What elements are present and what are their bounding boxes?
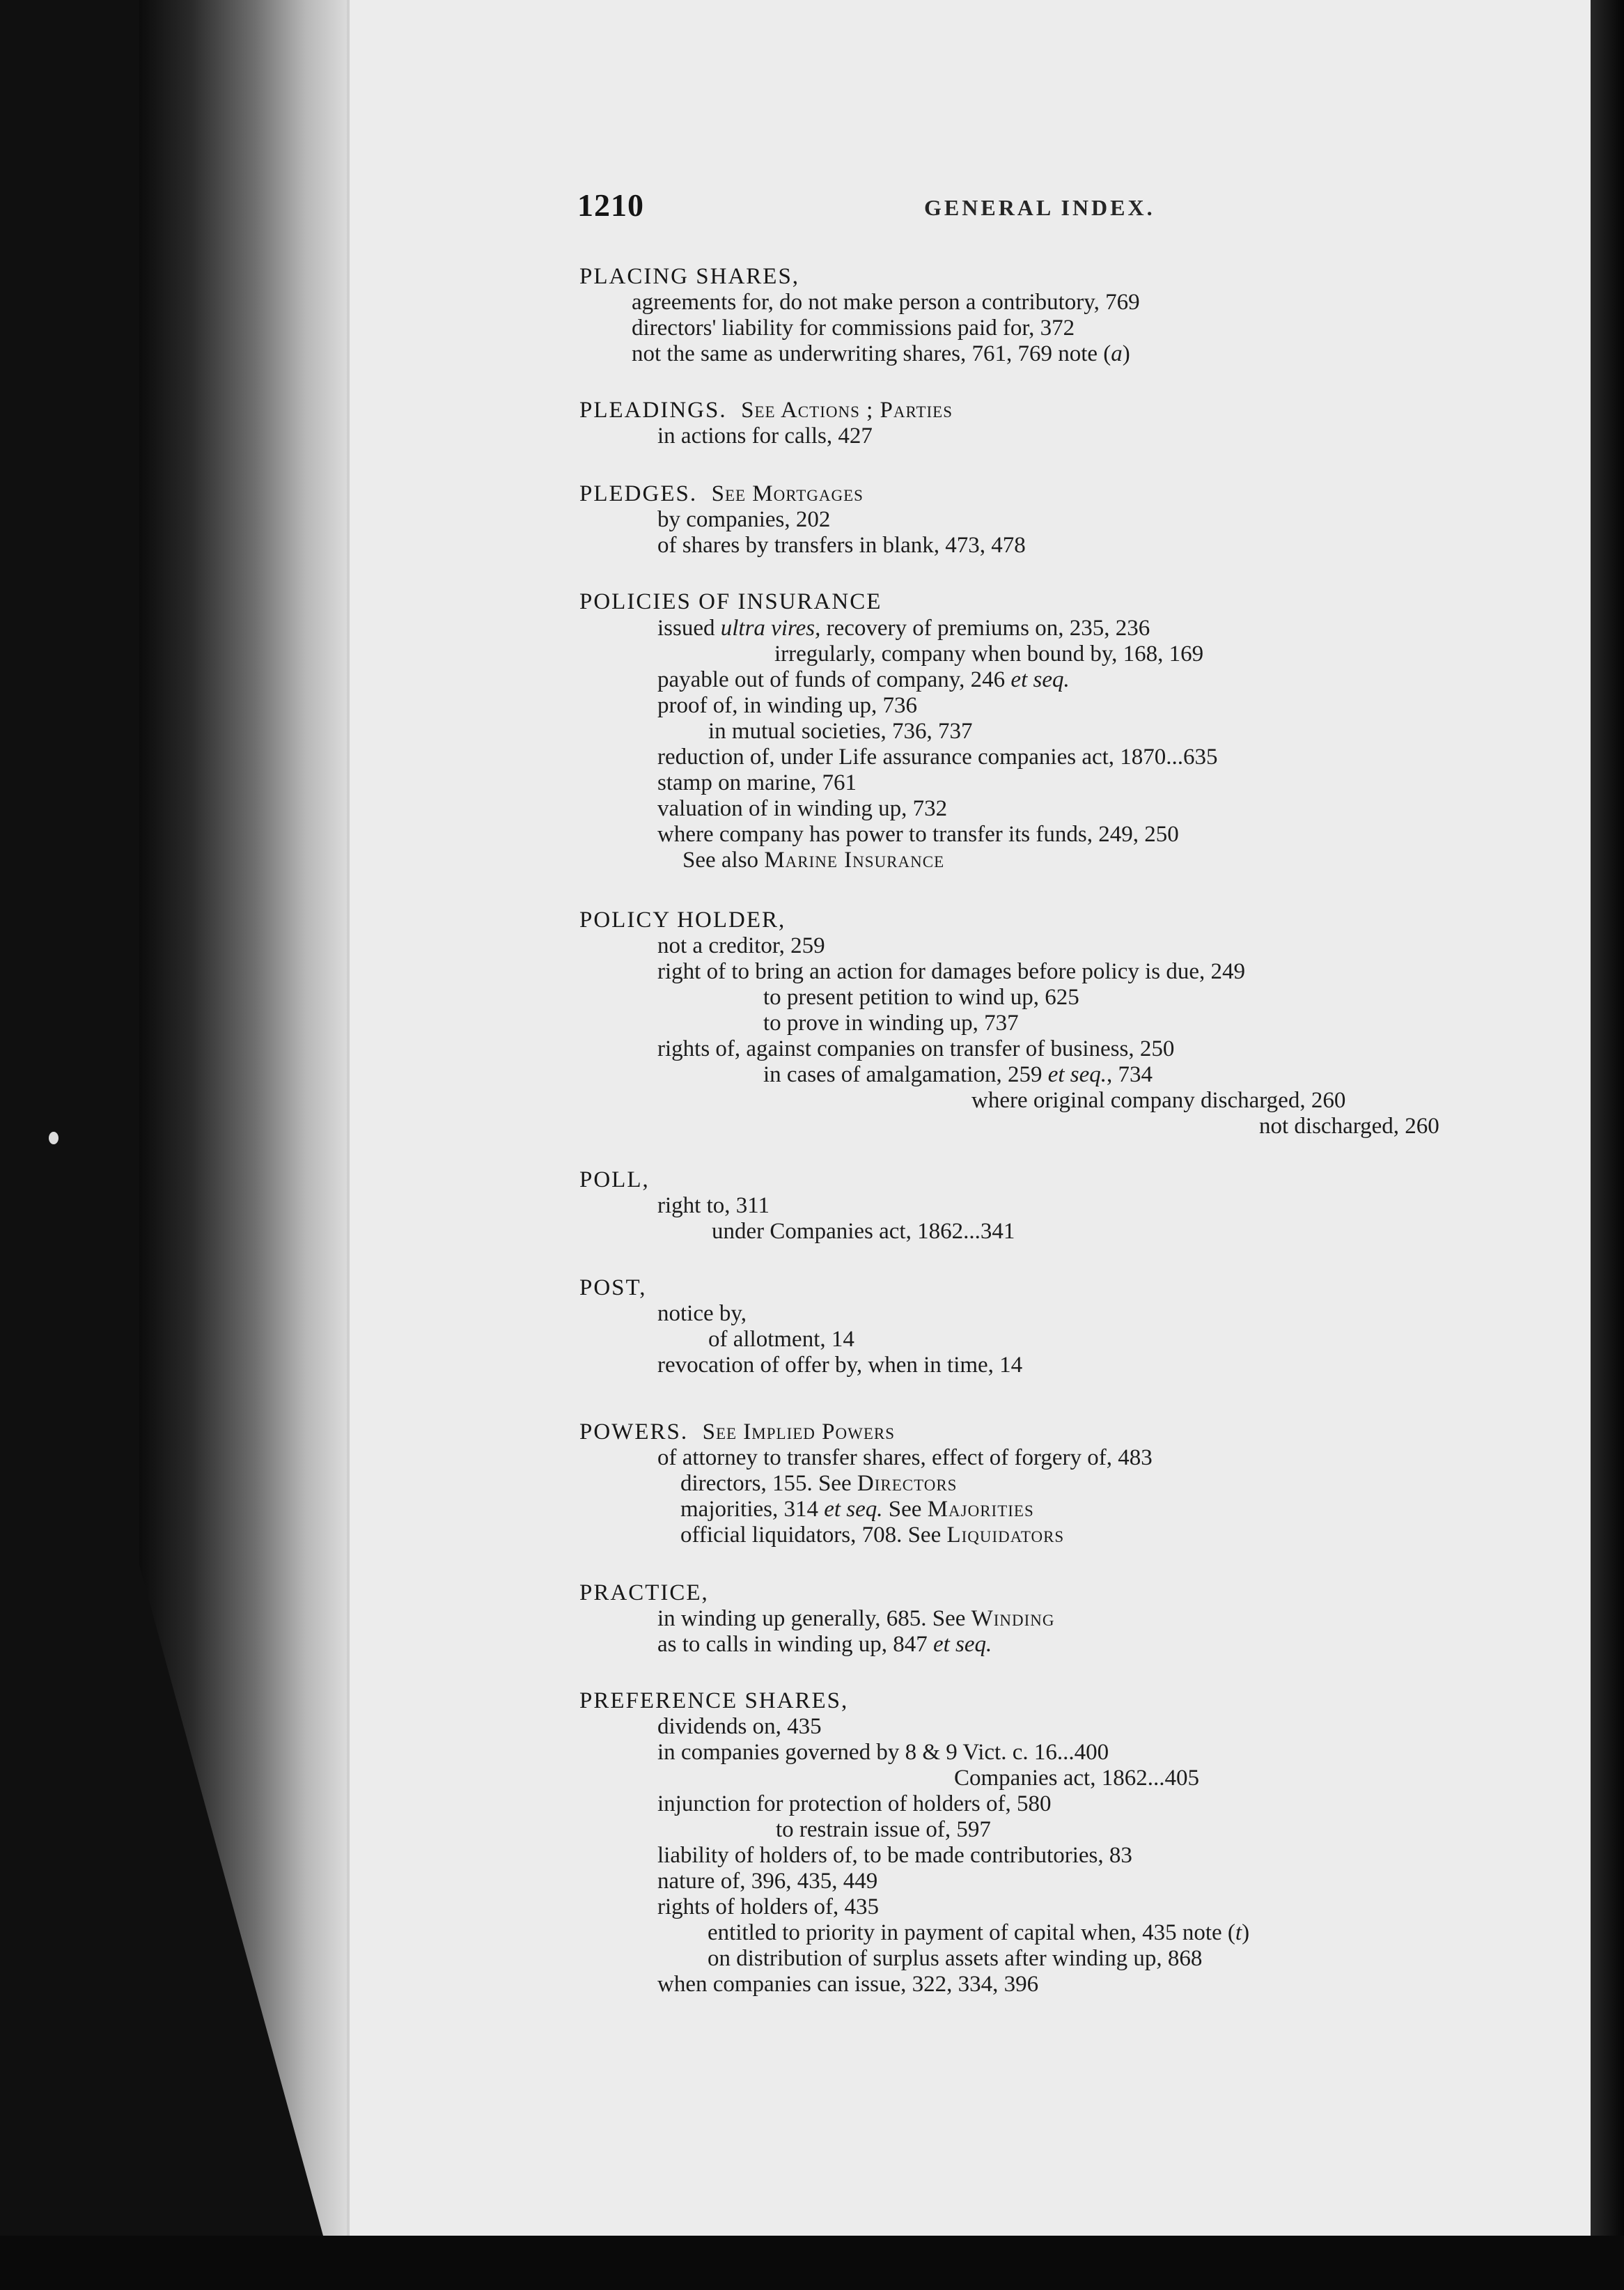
index-heading-policy-holder: POLICY HOLDER, (579, 908, 786, 933)
see-reference: Directors (857, 1471, 958, 1496)
index-entry: in actions for calls, 427 (657, 423, 873, 449)
entry-text: majorities, 314 (680, 1497, 825, 1522)
index-entry (680, 1522, 1064, 1548)
index-entry: notice by, (657, 1301, 747, 1326)
page-number: 1210 (577, 187, 644, 223)
entry-text: ) (1242, 1920, 1250, 1945)
entry-text: in cases of amalgamation, 259 (763, 1062, 1048, 1087)
index-entry: in companies governed by 8 & 9 Vict. c. 16...400 (657, 1740, 1109, 1765)
index-entry (657, 1605, 1055, 1632)
entry-italic: ultra vires, (720, 616, 821, 641)
running-title: GENERAL INDEX. (924, 195, 1155, 220)
index-entry: not a creditor, 259 (657, 933, 825, 958)
index-heading-powers (579, 1419, 895, 1445)
index-heading-placing-shares: PLACING SHARES, (579, 264, 800, 289)
index-heading-practice: PRACTICE, (579, 1580, 709, 1605)
index-entry: where company has power to transfer its funds, 249, 250 (657, 822, 1179, 847)
index-entry: where original company discharged, 260 (971, 1088, 1346, 1113)
index-entry: of shares by transfers in blank, 473, 478 (657, 533, 1026, 558)
entry-text: , 734 (1107, 1062, 1153, 1087)
index-entry: revocation of offer by, when in time, 14 (657, 1353, 1023, 1378)
index-entry: valuation of in winding up, 732 (657, 796, 948, 821)
index-heading-preference-shares: PREFERENCE SHARES, (579, 1688, 849, 1713)
index-entry: to prove in winding up, 737 (763, 1011, 1019, 1036)
see-reference: See Actions ; Parties (741, 398, 953, 423)
see-reference: See Implied Powers (702, 1419, 896, 1444)
see-reference: Winding (971, 1606, 1055, 1631)
index-entry: not discharged, 260 (1259, 1114, 1439, 1139)
entry-italic: et seq. (1047, 1062, 1107, 1087)
entry-text: payable out of funds of company, 246 (657, 667, 1011, 692)
see-reference: Majorities (927, 1497, 1034, 1522)
index-entry: under Companies act, 1862...341 (712, 1219, 1015, 1244)
index-entry: rights of, against companies on transfer of business, 250 (657, 1036, 1175, 1061)
index-entry: on distribution of surplus assets after winding up, 868 (708, 1946, 1203, 1971)
index-entry (657, 615, 1150, 641)
entry-text: in winding up generally, 685. See (657, 1606, 971, 1631)
entry-text: as to calls in winding up, 847 (657, 1632, 933, 1657)
index-entry (680, 1470, 957, 1497)
index-heading-post: POST, (579, 1275, 647, 1300)
index-entry: to present petition to wind up, 625 (763, 985, 1079, 1010)
index-heading-policies-of-insurance: POLICIES OF INSURANCE (579, 589, 882, 614)
entry-text: See (882, 1497, 928, 1522)
see-reference: See Mortgages (711, 481, 864, 506)
index-heading-poll: POLL, (579, 1167, 650, 1192)
index-entry: nature of, 396, 435, 449 (657, 1869, 878, 1894)
index-entry: reduction of, under Life assurance companies act, 1870...635 (657, 745, 1218, 770)
index-entry (632, 341, 1130, 367)
entry-text: entitled to priority in payment of capital when, 435 note ( (708, 1920, 1235, 1945)
scan-speck (49, 1132, 58, 1144)
index-entry: rights of holders of, 435 (657, 1894, 880, 1919)
right-binding-shadow (1588, 0, 1624, 2290)
entry-italic: et seq. (824, 1497, 883, 1522)
heading-text: PLEADINGS. (579, 398, 727, 423)
index-entry: in mutual societies, 736, 737 (708, 719, 973, 744)
entry-text: See also (682, 848, 765, 873)
bottom-margin-shadow (0, 2236, 1624, 2290)
see-reference: Marine Insurance (764, 848, 945, 873)
index-entry (657, 1631, 992, 1658)
entry-text: ) (1122, 341, 1130, 366)
entry-italic: et seq. (1010, 667, 1070, 692)
index-entry: right to, 311 (657, 1193, 770, 1218)
index-entry (680, 1496, 1034, 1522)
heading-text: PLEDGES. (579, 481, 698, 506)
index-entry (682, 847, 944, 873)
index-entry: when companies can issue, 322, 334, 396 (657, 1972, 1039, 1997)
index-heading-pleadings (579, 397, 953, 423)
index-entry: injunction for protection of holders of, 580 (657, 1791, 1052, 1816)
index-entry: right of to bring an action for damages before policy is due, 249 (657, 959, 1246, 984)
index-entry: of allotment, 14 (708, 1327, 854, 1352)
index-entry: directors' liability for commissions paid for, 372 (632, 316, 1075, 341)
index-entry: of attorney to transfer shares, effect of forgery of, 483 (657, 1445, 1153, 1470)
index-entry: dividends on, 435 (657, 1714, 822, 1739)
entry-italic: t (1235, 1920, 1242, 1945)
index-entry: irregularly, company when bound by, 168, 169 (774, 641, 1204, 667)
entry-text: directors, 155. See (680, 1471, 857, 1496)
index-entry: by companies, 202 (657, 507, 831, 532)
index-entry: stamp on marine, 761 (657, 770, 857, 795)
index-entry: agreements for, do not make person a contributory, 769 (632, 290, 1140, 315)
heading-text: POWERS. (579, 1419, 689, 1444)
entry-text: issued (657, 616, 721, 641)
see-reference: Liquidators (946, 1522, 1065, 1548)
book-page-edges (139, 0, 348, 2236)
index-entry (763, 1061, 1153, 1088)
index-entry: proof of, in winding up, 736 (657, 693, 918, 718)
entry-italic: a (1111, 341, 1123, 366)
index-entry (657, 667, 1070, 693)
index-entry: to restrain issue of, 597 (776, 1817, 991, 1842)
index-heading-pledges (579, 481, 864, 507)
entry-text: official liquidators, 708. See (680, 1522, 947, 1548)
index-entry (708, 1919, 1249, 1946)
page-header (350, 187, 1591, 228)
entry-text: recovery of premiums on, 235, 236 (820, 616, 1150, 641)
book-page (347, 0, 1591, 2236)
entry-text: not the same as underwriting shares, 761, 769 note ( (632, 341, 1111, 366)
index-entry: Companies act, 1862...405 (954, 1766, 1199, 1791)
entry-italic: et seq. (932, 1632, 992, 1657)
index-entry: liability of holders of, to be made contributories, 83 (657, 1843, 1132, 1868)
